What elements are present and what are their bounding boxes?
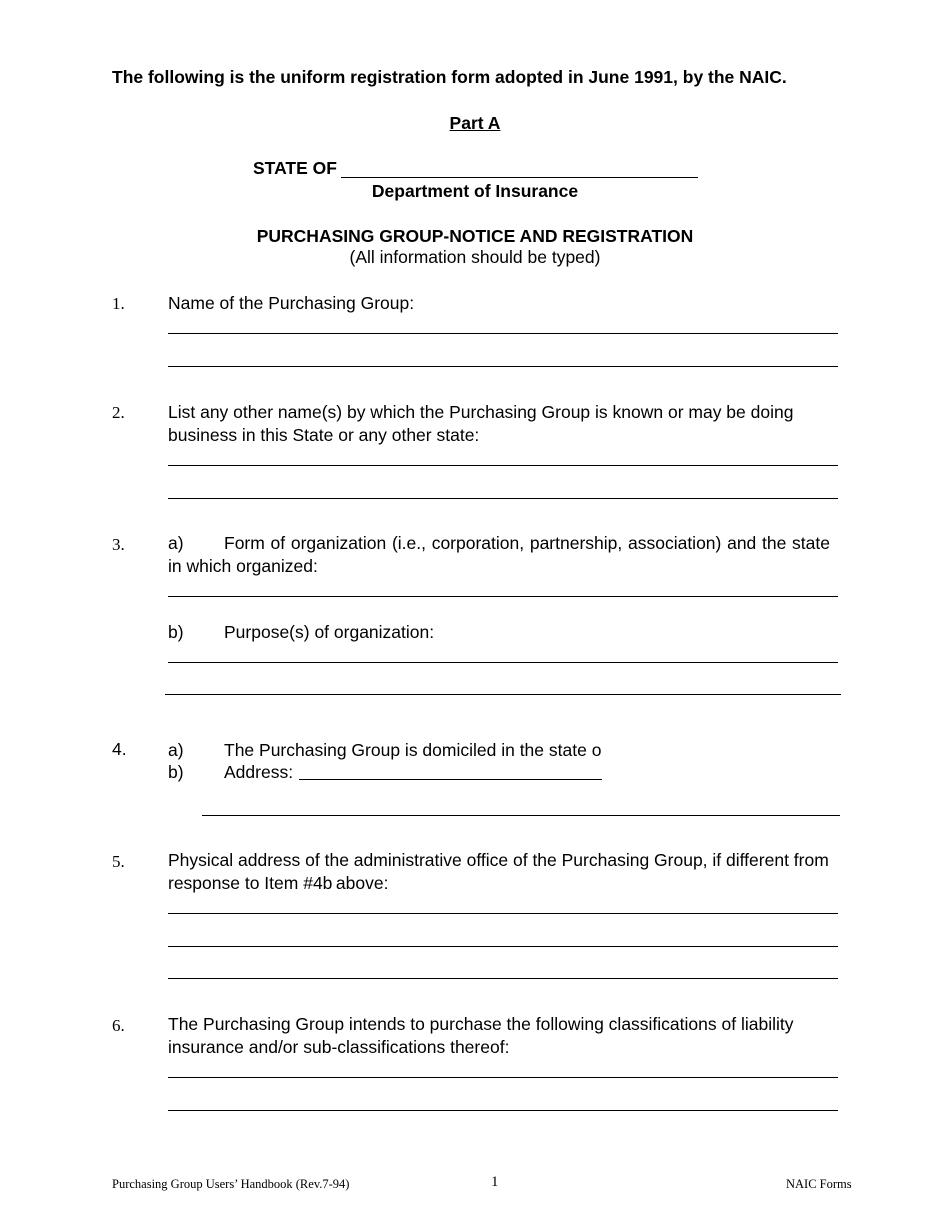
item-3b-answer-line-2[interactable] <box>165 694 841 695</box>
item-4b-question: Address: <box>224 762 294 782</box>
item-5-answer-line-3[interactable] <box>168 978 838 979</box>
form-title: PURCHASING GROUP-NOTICE AND REGISTRATION <box>256 226 694 246</box>
item-6-number: 6. <box>112 1016 125 1035</box>
item-3b-label: b) <box>168 622 184 642</box>
item-3a-answer-line[interactable] <box>168 596 838 597</box>
footer-section: NAIC Forms <box>786 1177 852 1191</box>
footer-handbook-title: Purchasing Group Users’ Handbook (Rev.7-94) <box>112 1177 350 1191</box>
item-5-number: 5. <box>112 852 125 871</box>
item-4a-label: a) <box>168 740 184 760</box>
item-3a-label: a) <box>168 533 184 553</box>
department-title: Department of Insurance <box>371 181 579 201</box>
item-2-number: 2. <box>112 403 125 422</box>
item-4b-label: b) <box>168 762 184 782</box>
item-1-question: Name of the Purchasing Group: <box>168 293 415 313</box>
item-5-answer-line-2[interactable] <box>168 946 838 947</box>
item-5-answer-line-1[interactable] <box>168 913 838 914</box>
item-4b-address-field[interactable] <box>299 779 602 780</box>
item-2-answer-line-2[interactable] <box>168 498 838 499</box>
item-3-number: 3. <box>112 535 125 554</box>
part-title: Part A <box>449 113 501 133</box>
item-6-answer-line-1[interactable] <box>168 1077 838 1078</box>
page-number: 1 <box>491 1174 499 1190</box>
item-3b-question: Purpose(s) of organization: <box>224 622 435 642</box>
item-2-question: List any other name(s) by which the Purchasing Group is known or may be doing business in this State or any other state: <box>168 402 794 445</box>
item-1-answer-line-2[interactable] <box>168 366 838 367</box>
item-5-question: Physical address of the administrative office of the Purchasing Group, if different from response to Item #4b above: <box>168 850 829 893</box>
item-2-answer-line-1[interactable] <box>168 465 838 466</box>
state-of-label: STATE OF <box>253 158 337 178</box>
item-6-question: The Purchasing Group intends to purchase the following classifications of liability insurance and/or sub-classifications thereof: <box>168 1014 794 1057</box>
state-of-field[interactable] <box>341 177 698 178</box>
item-1-answer-line-1[interactable] <box>168 333 838 334</box>
item-3a-question: Form of organization (i.e., corporation, partnership, association) and the state in which organized: <box>168 533 830 576</box>
item-4-number: 4. <box>112 739 127 759</box>
item-6-answer-line-2[interactable] <box>168 1110 838 1111</box>
item-4b-answer-line[interactable] <box>202 815 840 816</box>
item-3b-answer-line-1[interactable] <box>168 662 838 663</box>
intro-statement: The following is the uniform registration form adopted in June 1991, by the NAIC. <box>112 67 787 87</box>
item-1-number: 1. <box>112 294 125 313</box>
item-4a-question: The Purchasing Group is domiciled in the state o <box>224 740 602 760</box>
form-subtitle: (All information should be typed) <box>349 247 601 267</box>
